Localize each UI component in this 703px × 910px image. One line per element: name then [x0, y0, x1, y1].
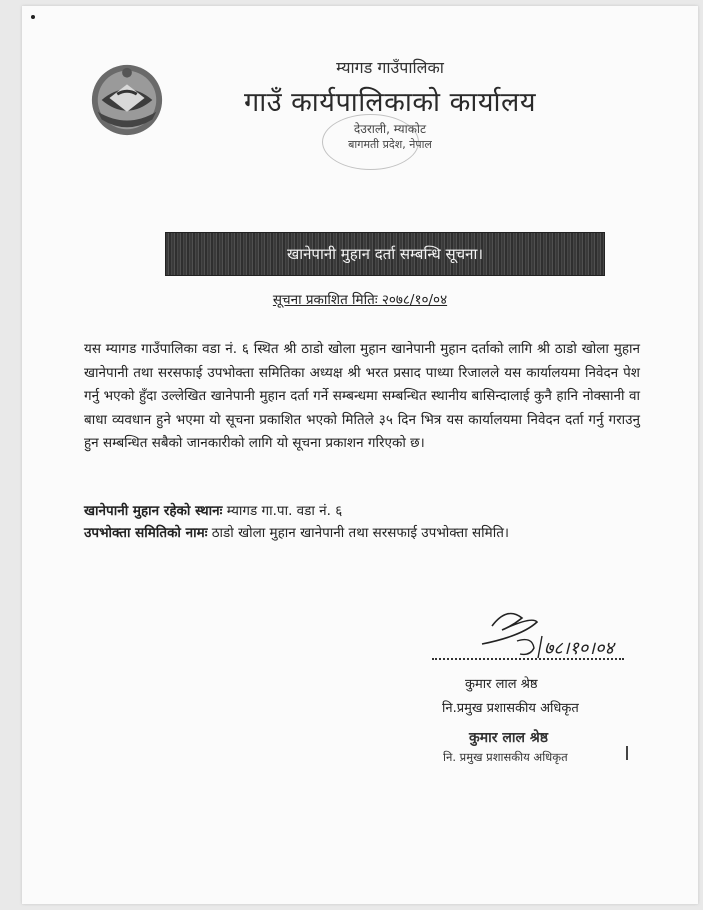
office-stamp	[322, 114, 419, 170]
notice-body: यस म्यागड गाउँपालिका वडा नं. ६ स्थित श्री ठाडो खोला मुहान खानेपानी मुहान दर्ताको लागि श्री ठाडो खोला मुहान खानेपानी तथा सरसफाई उपभोक्ता समितिका अध्यक्ष श्री भरत प्रसाद पाध्या रिजालले यस कार्यालयमा निवेदन पेश गर्नु भएको हुँदा उल्लेखित खानेपानी मुहान दर्ता गर्ने सम्बन्धमा सम्बन्धित स्थानीय बासिन्दालाई कुनै हानि नोक्सानी वा बाधा व्यवधान हुने भएमा यो सूचना प्रकाशित भएको मितिले ३५ दिन भित्र यस कार्यालयमा निवेदन दर्ता गर्नु गराउनु हुन सम्बन्धित सबैको जानकारीको लागि यो सूचना प्रकाशन गरिएको छ।	[84, 341, 640, 451]
municipality-name: म्यागड गाउँपालिका	[336, 58, 444, 77]
handwritten-date: ७८।१०।०४	[544, 638, 614, 659]
published-date: सूचना प्रकाशित मितिः २०७८/१०/०४	[272, 292, 448, 308]
office-name: गाउँ कार्यपालिकाको कार्यालय	[244, 87, 536, 118]
ink-mark	[626, 746, 628, 760]
location-label: खानेपानी मुहान रहेको स्थानः	[84, 503, 223, 519]
scan-dot	[31, 15, 35, 19]
signatory-name: कुमार लाल श्रेष्ठ	[465, 677, 538, 692]
location-line	[84, 501, 342, 519]
stamp-name: कुमार लाल श्रेष्ठ	[469, 730, 548, 746]
notice-title: खानेपानी मुहान दर्ता सम्बन्धि सूचना।	[165, 232, 605, 276]
office-address: देउराली, म्याकोट	[353, 122, 427, 136]
committee-line	[84, 523, 509, 541]
signatory-title: नि.प्रमुख प्रशासकीय अधिकृत	[442, 701, 579, 716]
signature-line	[432, 658, 624, 660]
stamp-title: नि. प्रमुख प्रशासकीय अधिकृत	[443, 750, 568, 764]
committee-value: ठाडो खोला मुहान खानेपानी तथा सरसफाई उपभोक्ता समिति।	[211, 525, 510, 541]
handwritten-signature	[462, 596, 632, 676]
notice-page	[22, 6, 698, 904]
office-province: बागमती प्रदेश, नेपाल	[348, 138, 432, 151]
committee-label: उपभोक्ता समितिको नामः	[84, 525, 208, 541]
location-value: म्यागड गा.पा. वडा नं. ६	[226, 503, 343, 519]
